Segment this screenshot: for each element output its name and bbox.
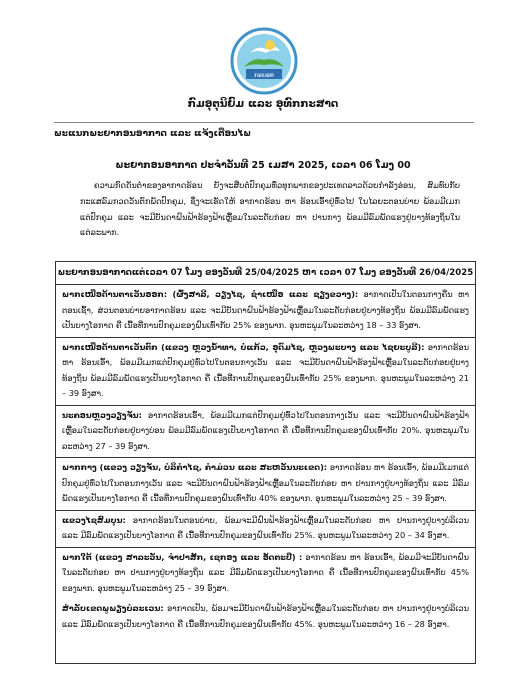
region-name: ພາກເໜືອດ້ານຕາເວັນອອກ: (ຜົ້ງສາລີ, ວຽງໄຊ, ຊໍາເໜືອ ແລະ ຊຽງຂວາງ): <box>62 289 359 299</box>
department-title: ກົມອຸຕຸນິຍົມ ແລະ ອຸທົກກະສາດ <box>187 98 339 110</box>
region-xaisomboun <box>56 511 475 548</box>
division-title: ພະແນກພະຍາກອນອາກາດ ແລະ ແຈ້ງເຕືອນໄພ <box>54 129 252 139</box>
region-text: ອາກາດຮ້ອນ ຫາ ຮ້ອນເອົ້າ, ພ້ອມມີເມກແຕ່ປົກຄຸມຢູ່ທົ່ວໄປໃນຕອນກາງເວັນ ແລະ ຈະມີບັນດາຝົນຟ້າຮ້ອງຟ້າເຫຼື້ອມໃນລະດັບກ່ອຍ ຫາ ປານກາງຢູ່ບາງທ້ອງຖິ່ນ ແລະ ມີລົມພັດແຮງເປັນບາງໂອກາດ ຄື ເນື້ອທີ່ການປົກຄຸມຂອງຝົນເທົ່າກັບ 40% ຂອງພາກ. ອຸນຫະພູມໃນລະຫວ່າງ 25 – 39 ອົງສາ. <box>62 462 470 503</box>
header-divider <box>54 122 474 123</box>
region-name: ພາກໃຕ້ (ແຂວງ ສາລະວັນ, ຈໍາປາສັກ, ເຊກອງ ແລະ ອັດຕະປື) : <box>62 551 303 562</box>
forecast-intro: ຄວາມກົດດັນຕ່ຳຂອງອາກາດຮ້ອນ ຍັງຈະສືບຕໍ່ປົກຄຸມທົ່ວທຸກພາກຂອງປະເທດລາວດ້ວຍກຳລັງອ່ອນ, ສົມທົບກັບກະແສລົມກວດວັນຕົກພັດປົກຄຸມ, ຊຶ່ງຈະເຮັດໃຫ້ ອາກາດຮ້ອນ ຫາ ຮ້ອນເອົ້າຢູ່ທົ່ວໄປ ໃນໄລຍະຕອນບ່າຍ ພ້ອມມີເມກແຕ່ປົກຄຸມ ແລະ ຈະມີບັນດາຝົນຟ້າຮ້ອງຟ້າເຫຼື້ອມໃນລະດັບກ່ອຍ ຫາ ປານກາງ ພ້ອມມີລົມພັດແຮງຢູ່ບາງທ້ອງຖິ່ນໃນແຕ່ລະພາກ. <box>80 180 460 238</box>
region-name: ນະຄອນຫຼວງວຽງຈັນ: <box>62 409 142 420</box>
region-name: ພາກກາງ (ແຂວງ ວຽງຈັນ, ບໍລິຄຳໄຊ, ຄຳມ່ວນ ແລະ ສະຫວັນນະເຂດ): <box>62 462 328 472</box>
department-logo-icon <box>230 27 298 95</box>
region-text: ອາກາດຮ້ອນ ຫາ ຮ້ອນເອົ້າ, ພ້ອມມີຈະມີບັນດາຝົນໃນລະດັບກ່ອຍ ຫາ ປານກາງຢູ່ບາງທ້ອງຖິ່ນ ແລະ ມີລົມພັດແຮງເປັນບາງໂອກາດ ຄື ເນື້ອທີ່ການປົກຄຸມຂອງຝົນເທົ່າກັບ 45% ຂອງພາກ. ອຸນຫະພູມໃນລະຫວ່າງ 25 – 39 ອົງສາ. <box>62 551 469 593</box>
region-northwest <box>56 338 475 406</box>
region-vientiane-capital <box>56 406 475 459</box>
region-northeast <box>56 285 475 338</box>
region-south <box>56 548 475 600</box>
region-text: ອາກາດຮ້ອນເອົ້າ, ພ້ອມມີເມກແຕ່ປົກຄຸມຢູ່ທົ່ວໄປໃນຕອນກາງເວັນ ແລະ ຈະມີບັນດາຝົນຟ້າຮ້ອງຟ້າເຫຼື້ອມໃນລະດັບກ່ອຍຢູ່ບາງບ່ອນ ພ້ອມມີລົມພັດແຮງເປັນບາງໂອກາດ ຄື ເນື້ອທີ່ການປົກຄຸມຂອງຝົນເທົ່າກັບ 20%. ອຸນຫະພູມໃນລະຫວ່າງ 27 – 39 ອົງສາ. <box>62 409 469 451</box>
region-text: ອາກາດເປັນໃນຕອນກາງຄືນ ຫາ ຕອນເຊົ້າ, ສ່ວນຕອນບ່າຍອາກາດຮ້ອນ ແລະ ຈະມີບັນດາຝົນຟ້າຮ້ອງຟ້າເຫຼື້ອມໃນລະດັບກ່ອຍຢູ່ບາງທ້ອງຖິ່ນ ພ້ອມມີລົມພັດແຮງເປັນບາງໂອກາດ ຄື ເນື້ອທີ່ການປົກຄຸມຂອງຝົນເທົ່າກັບ 25% ຂອງພາກ. ອຸນຫະພູມໃນລະຫວ່າງ 18 – 33 ອົງສາ. <box>62 289 469 330</box>
forecast-period: ພະຍາກອນອາກາດແຕ່ເວລາ 07 ໂມງ ຂອງວັນທີ 25/04/2025 ຫາ ເວລາ 07 ໂມງ ຂອງວັນທີ 26/04/2025 <box>56 262 475 285</box>
forecast-table <box>55 261 476 664</box>
logo-text: ກອຍອທ <box>254 72 274 79</box>
region-name: ແຂວງໄຊສົມບູນ: <box>62 514 126 525</box>
region-text: ອາກາດຮ້ອນ ຫາ ຮ້ອນເອົ້າ, ພ້ອມມີເມກແຕ່ປົກຄຸມຢູ່ທົ່ວໄປໃນຕອນກາງເວັນ ແລະ ຈະມີບັນດາຝົນຟ້າຮ້ອງຟ້າເຫຼື້ອມໃນລະດັບກ່ອຍຢູ່ບາງທ້ອງຖິ່ນ ພ້ອມມີລົມພັດແຮງເປັນບາງໂອກາດ ຄື ເນື້ອທີ່ການປົກຄຸມຂອງຝົນເທົ່າກັບ 25% ຂອງພາກ. ອຸນຫະພູມໃນລະຫວ່າງ 21 – 39 ອົງສາ. <box>62 341 469 398</box>
region-plateau <box>56 599 475 635</box>
region-name: ສຳລັບເຂດພູພຽງບໍລະເວນ: <box>62 603 164 613</box>
forecast-title: ພະຍາກອນອາກາດ ປະຈຳວັນທີ 25 ເມສາ 2025, ເວລາ 06 ໂມງ 00 <box>115 160 411 171</box>
region-name: ພາກເໜືອດ້ານຕາເວັນຕົກ (ແຂວງ ຫຼວງນ້ຳທາ, ບໍ່ແກ້ວ, ອຸດົມໄຊ, ຫຼວງພະບາງ ແລະ ໄຊຍະບູລີ): <box>62 341 425 352</box>
region-central <box>56 458 475 511</box>
region-text: ອາກາດເປັນ, ພ້ອມຈະມີບັນດາຝົນຟ້າຮ້ອງຟ້າເຫຼື້ອມໃນລະດັບກ່ອຍ ຫາ ປານກາງຢູ່ບາງບໍລິເວນ ແລະ ມີລົມພັດແຮງເປັນບາງໂອກາດ ຄື ເນື້ອທີ່ການປົກຄຸມຂອງຝົນເທົ່າກັບ 45%. ອຸນຫະພູມໃນລະຫວ່າງ 16 – 28 ອົງສາ. <box>62 603 469 629</box>
region-text: ອາກາດຮ້ອນໃນຕອນບ່າຍ, ພ້ອມຈະມີຝົນຟ້າຮ້ອງຟ້າເຫຼື້ອມໃນລະດັບກ່ອຍ ຫາ ປານກາງຢູ່ບາງບໍລິເວນ ແລະ ມີລົມພັດແຮງເປັນບາງໂອກາດ ຄື ເນື້ອທີ່ການປົກຄຸມຂອງຝົນເທົ່າກັບ 25%. ອຸນຫະພູມໃນລະຫວ່າງ 20 – 34 ອົງສາ. <box>62 514 469 540</box>
